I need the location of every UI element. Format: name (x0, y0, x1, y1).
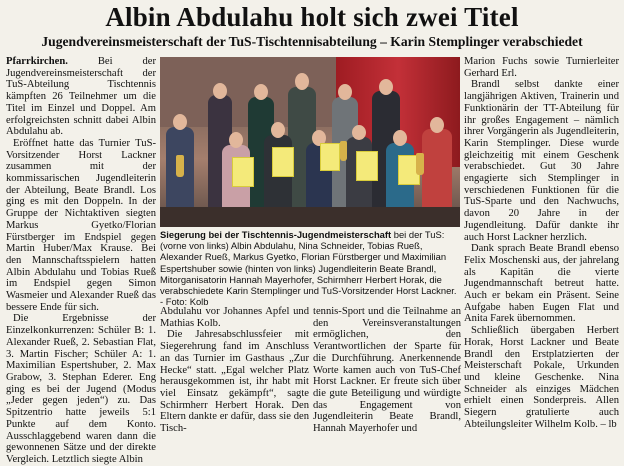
team-photo (160, 57, 460, 227)
paragraph: Brandl selbst dankte einer langjährigen Aktiven, Trainerin und Funktionärin der TT-Abteilung für ihr großes Engagement – nämlich ihrer Vorgängerin als Jugendleiterin, Karin Stemplinger. Diese wurde gleichzeitig mit einem Geschenk verabschiedet. Gut 30 Jahre engagierte sich Stemplinger in verschiedenen Funktionen für die TuS-Sparte und den Nachwuchs, davon 20 Jahre in der Jugendleitung. Dafür dankte ihr auch Horst Lackner herzlich. (464, 79, 619, 243)
caption-text: bei der TuS: (vorne von links) Albin Abdulahu, Nina Schneider, Tobias Rueß, Alexander Rueß, Markus Gyetko, Florian Fürstberger und Maximilian Espertshuber sowie (hinten von links) Jugendleiterin Beate Brandl, Mitorganisatorin Hannah Mayerhofer, Schirmherr Herbert Horak, die verabschiedete Karin Stemplinger und TuS-Vorsitzender Horst Lackner. (160, 229, 457, 297)
paragraph: Abdulahu vor Johannes Apfel und Mathias Kolb. (160, 306, 309, 329)
dateline: Pfarrkirchen. (6, 56, 68, 67)
paragraph: Eröffnet hatte das Turnier TuS-Vorsitzender Horst Lackner zusammen mit der kommissarischen Jugendleiterin der Abteilung, Beate Brandl. Los ging es mit den Doppeln. In der Gruppe der Nichtaktiven siegten Markus Gyetko/Florian Fürstberger im Endspiel gegen Martin Huber/Max Krause. Bei den Mannschaftsspielern hatten Albin Abdulahu und Tobias Rueß im Endspiel gegen Simon Wasmeier und Alexander Rueß das bessere Ende für sich. (6, 137, 156, 313)
paragraph: Die Ergebnisse der Einzelkonkurrenzen: Schüler B: 1. Alexander Rueß, 2. Sebastian Flat, 3. Martin Fischer; Schüler A: 1. Maximilian Espertshuber, 2. Max Grabow, 3. Stephan Ederer. Eng ging es bei der Jugend (Modus „Jeder gegen jeden“) zu. Das Spitzentrio hatte jeweils 5:1 Punkte auf dem Konto. Ausschlaggebend waren dann die gewonnenen Sätze und der direkte Vergleich. Letztlich siegte Albin (6, 313, 156, 465)
article-headline: Albin Abdulahu holt sich zwei Titel (105, 2, 519, 32)
paragraph: Die Jahresabschlussfeier mit Siegerehrung fand im Anschluss an das Turnier im Gasthaus „Zur Hecke“ statt. „Egal welcher Platz herausgekommen ist, ihr habt mit viel Einsatz gekämpft“, sagte Schirmherr Herbert Horak. Den Eltern dankte er dafür, dass sie den Tisch- (160, 329, 309, 435)
paragraph: tennis-Sport und die Teilnahme an den Vereinsveranstaltungen ermöglichen, den Verantwortlichen der Sparte für die Durchführung. Anerkennende Worte kamen auch von TuS-Chef Horst Lackner. Er freute sich über die gute Beteiligung und würdigte das Engagement von Jugendleiterin Beate Brandl, Hannah Mayerhofer und (313, 306, 461, 435)
text-column-2 (160, 306, 309, 435)
text-column-3 (313, 306, 461, 435)
paragraph: Marion Fuchs sowie Turnierleiter Gerhard Erl. (464, 56, 619, 79)
paragraph: Dank sprach Beate Brandl ebenso Felix Moschenski aus, der jahrelang als Kapitän die vierte Jugendmannschaft betreut hatte. Auch er bekam ein Präsent. Seine Aufgabe haben Eugen Flat und Anita Farek übernommen. (464, 243, 619, 325)
caption-lead: Siegerung bei der Tischtennis-Jugendmeisterschaft (160, 229, 392, 240)
photo-caption (160, 229, 460, 307)
photo-credit: - Foto: Kolb (160, 296, 209, 308)
paragraph (464, 325, 619, 430)
paragraph-text: Bei der Jugendvereinsmeisterschaft der TuS-Abteilung Tischtennis kämpften 26 Teilnehmer um die Titel im Einzel und Doppel. Am erfolgreichsten schnitt dabei Albin Abdulahu ab. (6, 56, 156, 138)
paragraph-text: Schließlich übergaben Herbert Horak, Horst Lackner und Beate Brandl den Erstplatzierten der Meisterschaft Pokale, Urkunden und kleine Geschenke. Nina Schneider als einziges Mädchen erhielt einen Sonderpreis. Allen Siegern gratulierte auch Abteilungsleiter Wilhelm Kolb. (464, 325, 619, 430)
article-subheadline: Jugendvereinsmeisterschaft der TuS-Tischtennisabteilung – Karin Stemplinger verabschiedet (41, 34, 583, 49)
paragraph (6, 56, 156, 138)
author-signature: – lb (597, 418, 617, 430)
text-column-1 (6, 56, 156, 465)
text-column-4 (464, 56, 619, 430)
